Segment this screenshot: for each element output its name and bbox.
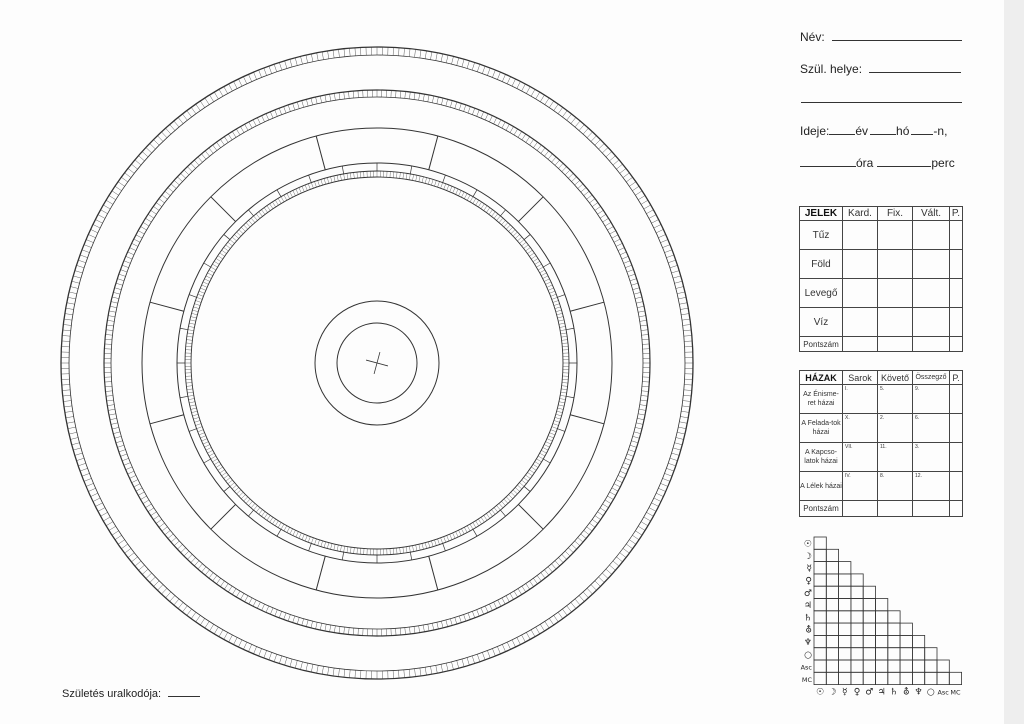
aspect-cell[interactable]: [826, 586, 838, 598]
aspect-cell[interactable]: [900, 623, 912, 635]
center-cross: [366, 352, 388, 374]
aspect-col-symbol: ☽: [828, 687, 837, 698]
aspect-cell[interactable]: [925, 660, 937, 672]
signs-cell[interactable]: [950, 221, 963, 250]
aspect-cell[interactable]: [912, 672, 924, 684]
aspect-cell[interactable]: [826, 623, 838, 635]
aspect-cell[interactable]: [814, 611, 826, 623]
aspect-cell[interactable]: [949, 672, 961, 684]
year-line[interactable]: [829, 124, 855, 135]
houses-row-relations: A Kapcso-latok házai: [800, 443, 843, 472]
aspect-row-symbol: MC: [801, 675, 812, 684]
month-unit: hó: [896, 124, 910, 138]
name-line[interactable]: [832, 30, 962, 41]
houses-cell[interactable]: 9.: [913, 385, 950, 414]
aspect-cell[interactable]: [839, 574, 851, 586]
aspect-cell[interactable]: [814, 537, 826, 549]
minute-line[interactable]: [877, 156, 931, 167]
aspect-cell[interactable]: [826, 574, 838, 586]
aspect-cell[interactable]: [839, 660, 851, 672]
aspect-row-symbol: ♀: [805, 576, 812, 587]
aspect-cell[interactable]: [839, 562, 851, 574]
zodiac-sign-divider: [211, 504, 236, 529]
aspect-cell[interactable]: [839, 623, 851, 635]
houses-col-angular: Sarok: [843, 371, 878, 385]
signs-cell[interactable]: [913, 308, 950, 337]
month-line[interactable]: [870, 124, 896, 135]
birth-date-field[interactable]: [800, 124, 947, 138]
aspect-cell[interactable]: [826, 648, 838, 660]
aspect-cell[interactable]: [839, 611, 851, 623]
aspect-cell[interactable]: [863, 672, 875, 684]
houses-row-tasks: A Felada-tok házai: [800, 414, 843, 443]
aspect-row-symbol: Asc: [800, 663, 812, 672]
aspect-col-symbol: ☉: [816, 687, 825, 698]
houses-cell[interactable]: 5.: [878, 385, 913, 414]
aspect-col-symbol: ♂: [865, 687, 874, 698]
signs-total-cell[interactable]: [878, 337, 913, 352]
signs-corner: JELEK: [800, 207, 843, 221]
birthplace-line-2[interactable]: [801, 92, 962, 103]
houses-cell[interactable]: X.: [843, 414, 878, 443]
zodiac-sign-divider: [150, 302, 184, 311]
aspect-cell[interactable]: [851, 611, 863, 623]
signs-cell[interactable]: [950, 250, 963, 279]
houses-table: [799, 370, 963, 517]
aspect-cell[interactable]: [925, 648, 937, 660]
aspect-row-symbol: ⛢: [805, 625, 812, 636]
aspect-cell[interactable]: [888, 648, 900, 660]
aspect-row-symbol: ♄: [803, 613, 812, 624]
aspect-cell[interactable]: [851, 635, 863, 647]
aspect-cell[interactable]: [876, 599, 888, 611]
aspect-cell[interactable]: [826, 672, 838, 684]
time-label: Ideje:: [800, 124, 830, 138]
zodiac-sign-divider: [150, 415, 184, 424]
zodiac-sign-divider: [518, 504, 543, 529]
aspect-cell[interactable]: [851, 672, 863, 684]
aspect-cell[interactable]: [876, 611, 888, 623]
day-line[interactable]: [911, 124, 933, 135]
houses-total-label: Pontszám: [800, 501, 843, 517]
signs-row-water: Víz: [800, 308, 843, 337]
signs-row-air: Levegő: [800, 279, 843, 308]
aspect-cell[interactable]: [876, 635, 888, 647]
aspect-cell[interactable]: [826, 611, 838, 623]
zodiac-sign-divider: [570, 415, 604, 424]
aspect-cell[interactable]: [888, 623, 900, 635]
aspect-col-symbol: ☿: [841, 687, 848, 698]
houses-cell[interactable]: 3.: [913, 443, 950, 472]
signs-total-cell[interactable]: [950, 337, 963, 352]
houses-cell[interactable]: 2.: [878, 414, 913, 443]
houses-cell[interactable]: 6.: [913, 414, 950, 443]
houses-cell[interactable]: 8.: [878, 472, 913, 501]
houses-cell[interactable]: 12.: [913, 472, 950, 501]
signs-total-cell[interactable]: [843, 337, 878, 352]
aspect-cell[interactable]: [863, 660, 875, 672]
aspect-col-symbol: ♀: [853, 687, 861, 698]
zodiac-sign-divider: [211, 197, 236, 222]
signs-cell[interactable]: [843, 250, 878, 279]
signs-col-fixed: Fix.: [878, 207, 913, 221]
aspect-cell[interactable]: [863, 648, 875, 660]
houses-total-cell[interactable]: [950, 501, 963, 517]
signs-col-points: P.: [950, 207, 963, 221]
aspect-cell[interactable]: [863, 611, 875, 623]
houses-cell[interactable]: [950, 414, 963, 443]
aspect-cell[interactable]: [814, 623, 826, 635]
houses-cell[interactable]: VII.: [843, 443, 878, 472]
aspect-cell[interactable]: [826, 549, 838, 561]
birth-time-field[interactable]: [800, 156, 955, 170]
aspect-cell[interactable]: [839, 586, 851, 598]
aspect-cell[interactable]: [814, 599, 826, 611]
signs-cell[interactable]: [950, 279, 963, 308]
aspect-row-symbol: ☉: [803, 539, 812, 550]
name-field[interactable]: [800, 30, 962, 44]
signs-cell[interactable]: [913, 250, 950, 279]
houses-total-cell[interactable]: [913, 501, 950, 517]
aspect-cell[interactable]: [814, 574, 826, 586]
aspect-col-symbol: ♃: [877, 687, 886, 698]
houses-col-cadent: Összegző: [913, 371, 950, 385]
aspect-cell[interactable]: [814, 586, 826, 598]
signs-total-cell[interactable]: [913, 337, 950, 352]
signs-row-earth: Föld: [800, 250, 843, 279]
minute-unit: perc: [931, 156, 955, 170]
aspect-cell[interactable]: [814, 562, 826, 574]
aspect-cell[interactable]: [851, 586, 863, 598]
aspect-cell[interactable]: [888, 672, 900, 684]
aspect-cell[interactable]: [900, 672, 912, 684]
signs-total-label: Pontszám: [800, 337, 843, 352]
aspect-cell[interactable]: [937, 660, 949, 672]
aspect-cell[interactable]: [814, 648, 826, 660]
aspect-col-symbol: ♆: [914, 687, 923, 698]
houses-row-soul: A Lélek házai: [800, 472, 843, 501]
aspect-cell[interactable]: [851, 599, 863, 611]
aspect-cell[interactable]: [814, 672, 826, 684]
signs-cell[interactable]: [913, 279, 950, 308]
aspect-cell[interactable]: [839, 648, 851, 660]
aspect-cell[interactable]: [826, 635, 838, 647]
aspect-cell[interactable]: [912, 660, 924, 672]
aspect-col-symbol: MC: [950, 688, 961, 697]
aspect-row-symbol: ○: [804, 650, 812, 661]
zodiac-sign-divider: [570, 302, 604, 311]
aspect-cell[interactable]: [863, 623, 875, 635]
aspect-row-symbol: ♆: [803, 637, 812, 648]
birthplace-second-line[interactable]: [801, 92, 962, 106]
day-unit: -n,: [933, 124, 948, 138]
aspect-cell[interactable]: [937, 672, 949, 684]
birthplace-label: Szül. helye:: [800, 62, 863, 76]
aspect-col-symbol: ♄: [889, 687, 898, 698]
aspect-cell[interactable]: [863, 586, 875, 598]
aspect-cell[interactable]: [814, 549, 826, 561]
birth-ruler-line[interactable]: [168, 686, 200, 697]
aspect-cell[interactable]: [876, 648, 888, 660]
birthplace-field[interactable]: [800, 62, 961, 76]
aspect-cell[interactable]: [876, 672, 888, 684]
aspect-cell[interactable]: [925, 672, 937, 684]
aspect-cell[interactable]: [912, 648, 924, 660]
aspect-row-symbol: ☿: [806, 564, 812, 575]
signs-row-fire: Tűz: [800, 221, 843, 250]
paper-edge: [1004, 0, 1024, 724]
houses-cell[interactable]: [950, 443, 963, 472]
aspect-cell[interactable]: [912, 635, 924, 647]
zodiac-sign-divider: [429, 136, 438, 170]
aspect-cell[interactable]: [900, 660, 912, 672]
aspect-cell[interactable]: [888, 611, 900, 623]
aspect-cell[interactable]: [839, 599, 851, 611]
aspect-cell[interactable]: [826, 599, 838, 611]
hour-unit: óra: [856, 156, 874, 170]
signs-table: [799, 206, 963, 352]
signs-cell[interactable]: [843, 221, 878, 250]
aspect-cell[interactable]: [863, 635, 875, 647]
hour-line[interactable]: [800, 156, 856, 167]
aspect-col-symbol: ⛢: [902, 687, 910, 698]
houses-row-self: Az Énisme-ret házai: [800, 385, 843, 414]
aspect-cell[interactable]: [888, 635, 900, 647]
houses-total-cell[interactable]: [878, 501, 913, 517]
houses-corner: HÁZAK: [800, 371, 843, 385]
signs-cell[interactable]: [950, 308, 963, 337]
zodiac-sign-divider: [429, 556, 438, 590]
aspect-col-symbol: ○: [926, 687, 935, 698]
signs-cell[interactable]: [843, 308, 878, 337]
aspect-col-symbol: Asc: [937, 688, 949, 697]
aspect-cell[interactable]: [876, 660, 888, 672]
aspect-cell[interactable]: [851, 574, 863, 586]
houses-cell[interactable]: 11.: [878, 443, 913, 472]
aspect-row-symbol: ☽: [803, 551, 812, 562]
zodiac-sign-divider: [518, 197, 543, 222]
aspect-cell[interactable]: [851, 660, 863, 672]
aspect-cell[interactable]: [826, 562, 838, 574]
birthplace-line[interactable]: [869, 62, 961, 73]
signs-cell[interactable]: [878, 221, 913, 250]
houses-total-cell[interactable]: [843, 501, 878, 517]
signs-cell[interactable]: [878, 308, 913, 337]
aspect-row-symbol: ♃: [803, 601, 812, 612]
aspect-cell[interactable]: [863, 599, 875, 611]
zodiac-sign-divider: [316, 136, 325, 170]
houses-cell[interactable]: IV.: [843, 472, 878, 501]
year-unit: év: [855, 124, 869, 138]
houses-cell[interactable]: I.: [843, 385, 878, 414]
zodiac-sign-divider: [316, 556, 325, 590]
aspect-cell[interactable]: [876, 623, 888, 635]
aspect-cell[interactable]: [814, 660, 826, 672]
houses-cell[interactable]: [950, 472, 963, 501]
signs-col-cardinal: Kard.: [843, 207, 878, 221]
aspect-cell[interactable]: [851, 623, 863, 635]
aspect-cell[interactable]: [900, 635, 912, 647]
aspect-cell[interactable]: [900, 648, 912, 660]
aspect-grid: [798, 535, 964, 701]
aspect-cell[interactable]: [888, 660, 900, 672]
aspect-cell[interactable]: [814, 635, 826, 647]
signs-cell[interactable]: [878, 250, 913, 279]
aspect-row-symbol: ♂: [803, 588, 812, 599]
signs-cell[interactable]: [878, 279, 913, 308]
houses-col-points: P.: [950, 371, 963, 385]
signs-cell[interactable]: [913, 221, 950, 250]
aspect-cell[interactable]: [851, 648, 863, 660]
aspect-cell[interactable]: [839, 672, 851, 684]
aspect-cell[interactable]: [839, 635, 851, 647]
aspect-cell[interactable]: [826, 660, 838, 672]
signs-col-mutable: Vált.: [913, 207, 950, 221]
signs-cell[interactable]: [843, 279, 878, 308]
birth-ruler-field[interactable]: [62, 686, 200, 700]
name-label: Név:: [800, 30, 825, 44]
houses-col-succedent: Követő: [878, 371, 913, 385]
houses-cell[interactable]: [950, 385, 963, 414]
birth-ruler-label: Születés uralkodója:: [62, 688, 162, 700]
